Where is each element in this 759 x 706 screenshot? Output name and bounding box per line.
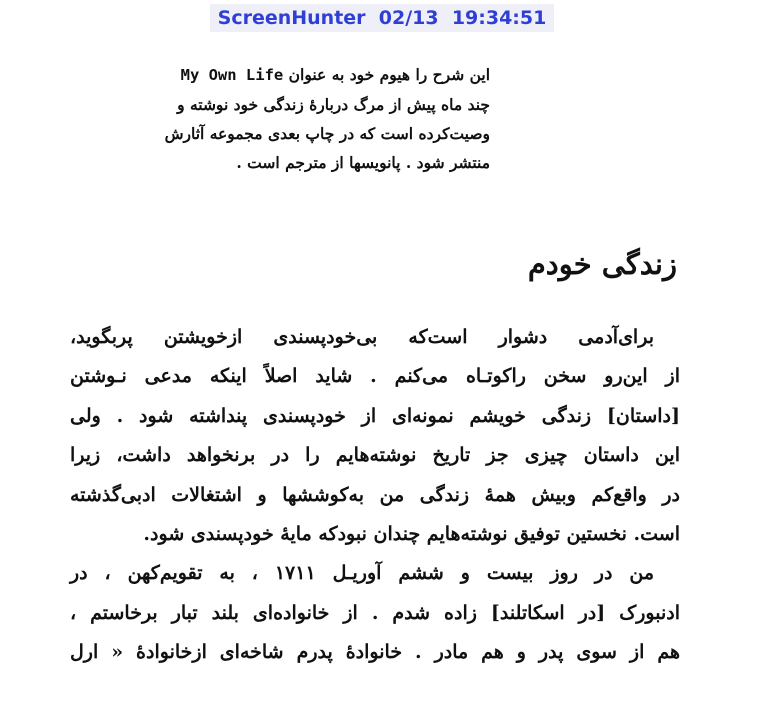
body-line: در واقع‌کم وبیش همهٔ زندگی من به‌کوششها و اشتغالات ادبی‌گذشته xyxy=(70,483,680,506)
body-line: [داستان] زندگی خویشم نمونه‌ای از خودپسندی پنداشته شود . ولی xyxy=(70,404,680,427)
note-line: منتشر شود . پانویسها از مترجم است . xyxy=(236,153,490,172)
body-paragraphs xyxy=(70,318,680,673)
body-line: است. نخستین توفیق نوشته‌هایم چندان نبودکه مایهٔ خودپسندی شود. xyxy=(143,523,680,546)
body-line: ادنبورک [در اسکاتلند] زاده شدم . از خانواده‌ای بلند تبار برخاستم ، xyxy=(70,601,680,624)
note-line: چند ماه پیش از مرگ دربارهٔ زندگی خود نوشته و xyxy=(177,95,490,114)
note-english-title: My Own Life xyxy=(180,66,284,84)
screenhunter-watermark: ScreenHunter 02/13 19:34:51 xyxy=(210,4,554,32)
body-line: برای‌آدمی دشوار است‌که بی‌خودپسندی ازخویشتن پربگوید، xyxy=(70,326,654,348)
note-line-text: این شرح را هیوم خود به عنوان xyxy=(288,65,490,84)
note-line xyxy=(80,60,490,90)
note-line: وصیت‌کرده است که در چاپ بعدی مجموعه آثارش xyxy=(164,124,490,143)
body-line: این داستان چیزی جز تاریخ نوشته‌هایم را در برنخواهد داشت، زیرا xyxy=(70,444,680,467)
body-line: از این‌رو سخن راکوتـاه می‌کنم . شاید اصلاً اینکه مدعی نـوشتن xyxy=(70,365,680,388)
body-line: هم از سوی پدر و هم مادر . خانوادهٔ پدرم شاخه‌ای ازخانوادهٔ « ارل xyxy=(70,641,680,664)
chapter-title: زندگی خودم xyxy=(527,247,677,281)
translator-note xyxy=(80,60,490,177)
body-line: من در روز بیست و ششم آوریـل ۱۷۱۱ ، به تقویم‌کهن ، در xyxy=(70,562,654,585)
